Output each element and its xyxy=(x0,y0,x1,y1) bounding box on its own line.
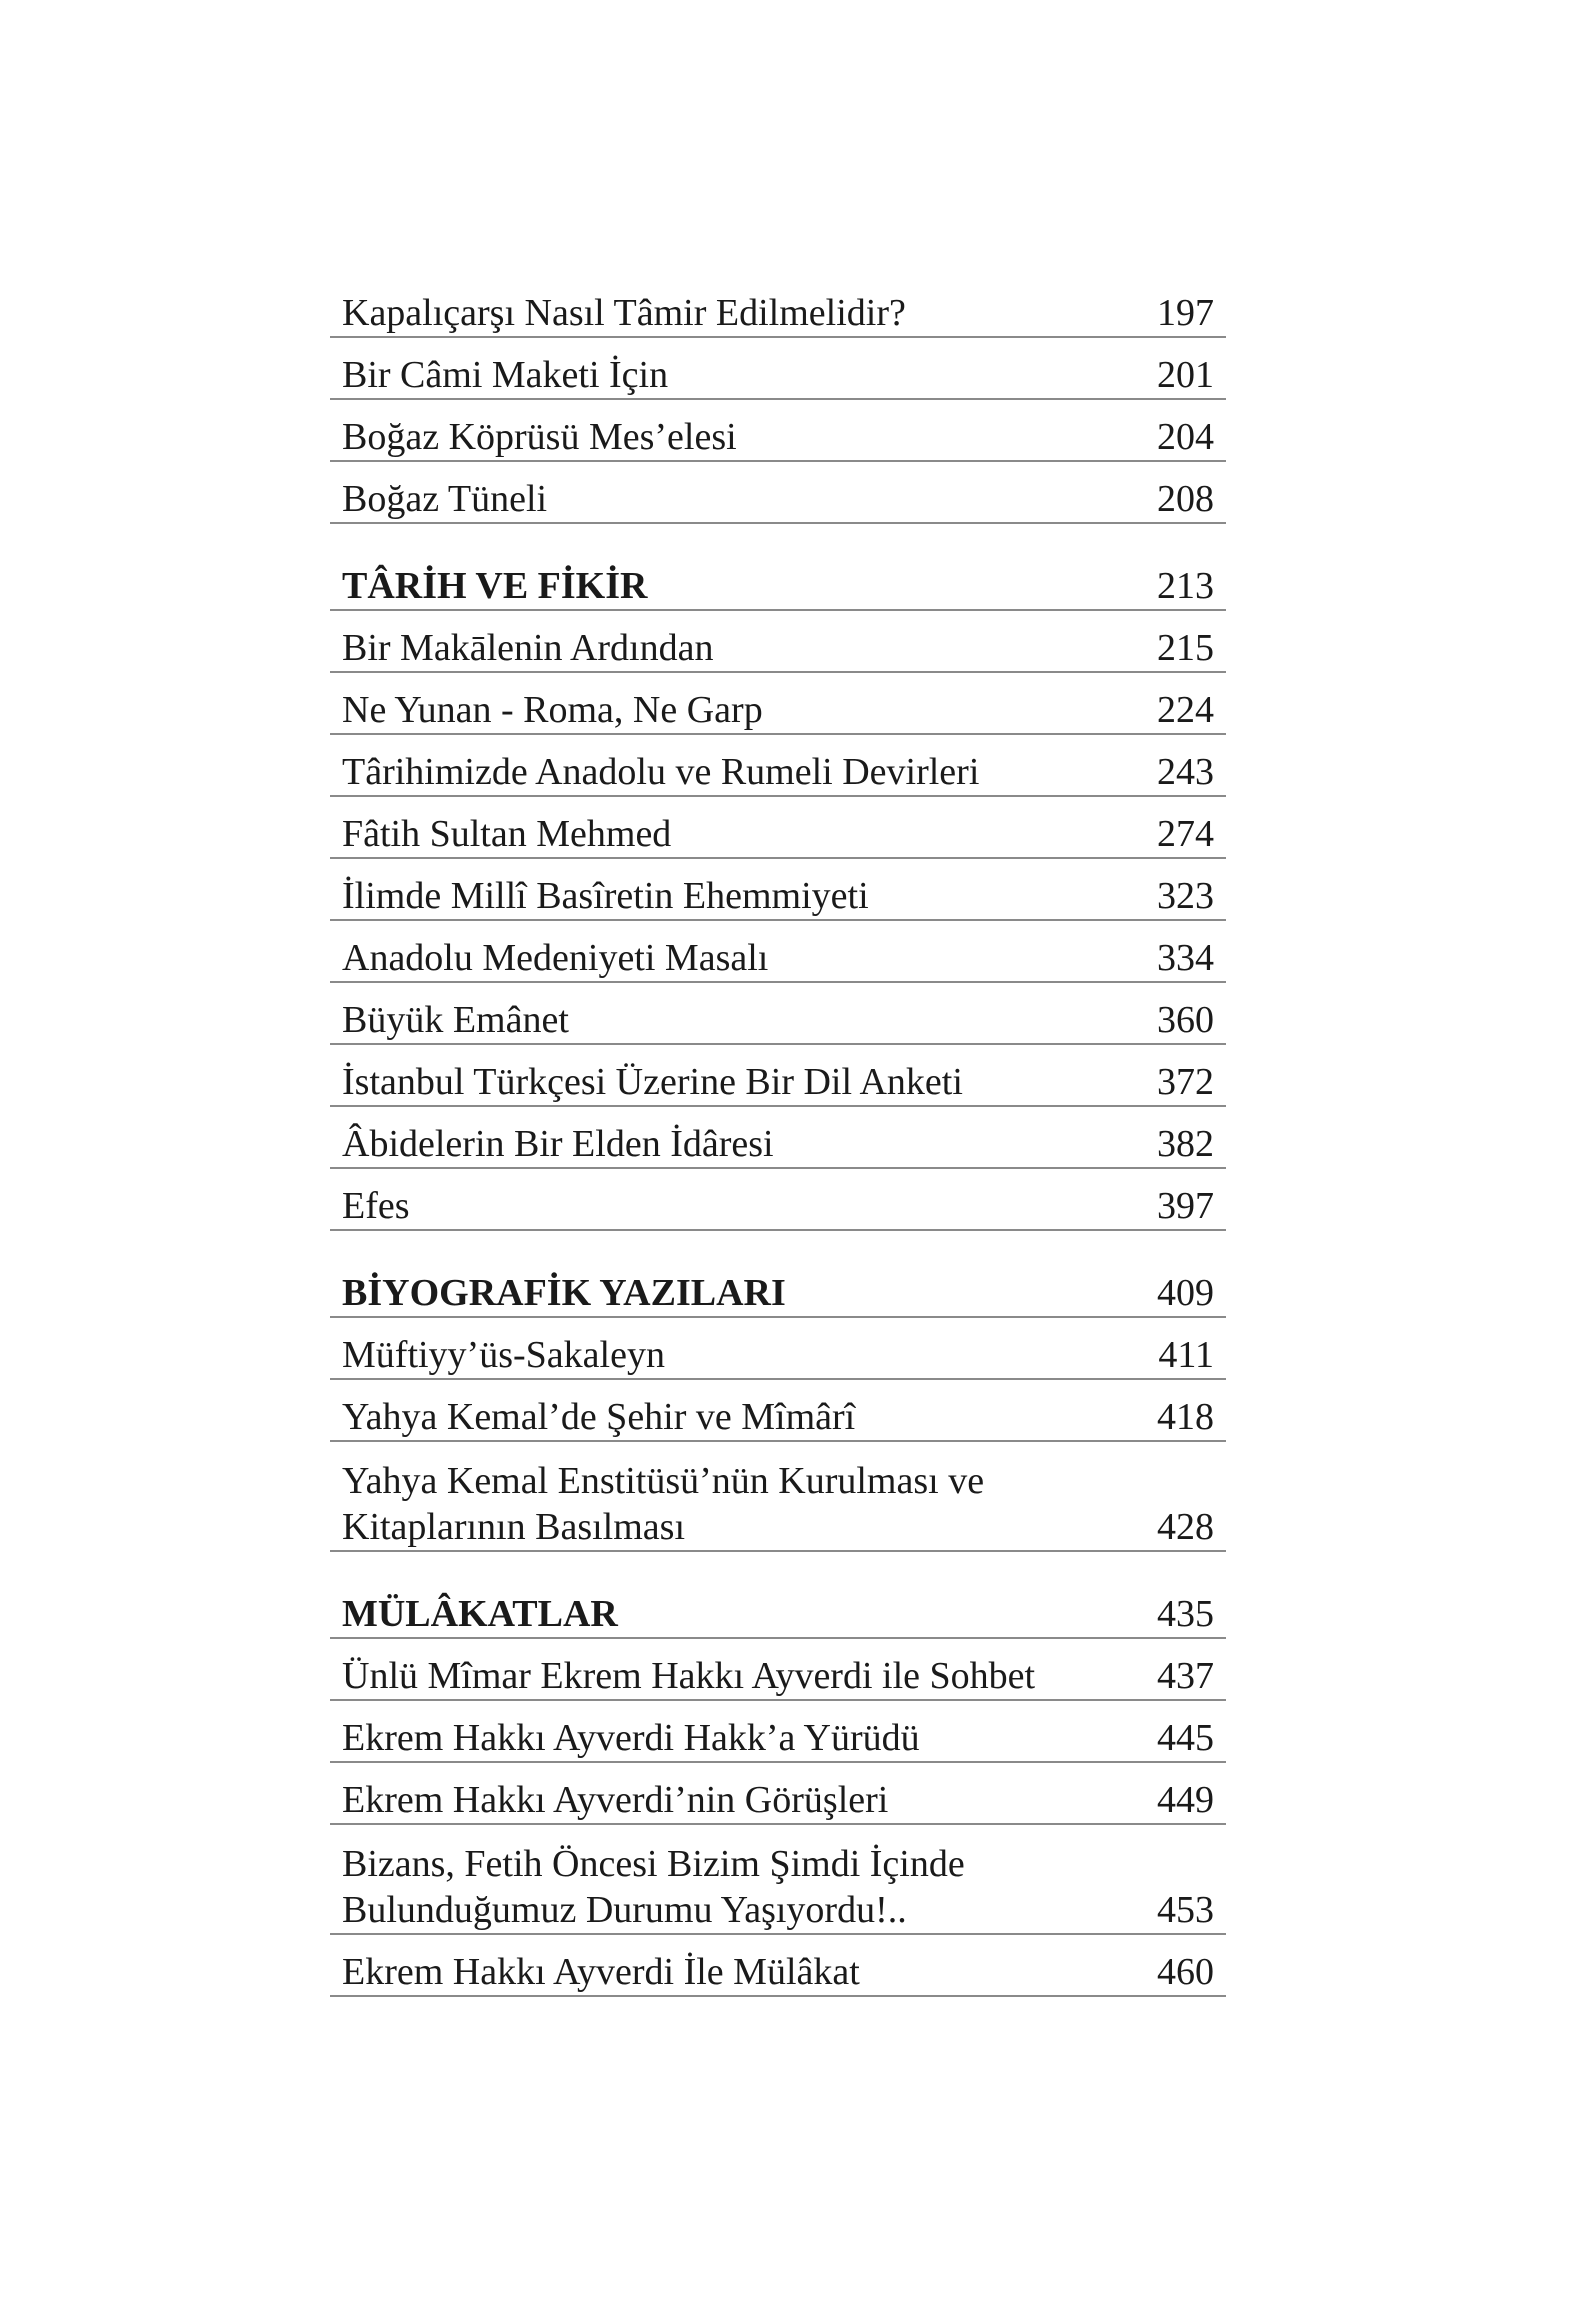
toc-entry xyxy=(330,282,1226,338)
toc-entry-title: Yahya Kemal’de Şehir ve Mîmârî xyxy=(342,1396,856,1438)
toc-entry-page: 453 xyxy=(1157,1889,1214,1931)
toc-entry-title: Târihimizde Anadolu ve Rumeli Devirleri xyxy=(342,751,980,793)
table-of-contents xyxy=(330,282,1226,2003)
toc-entry xyxy=(330,1941,1226,1997)
toc-entry xyxy=(330,1769,1226,1825)
toc-entry-page: 411 xyxy=(1158,1334,1214,1376)
toc-entry-title: Anadolu Medeniyeti Masalı xyxy=(342,937,769,979)
toc-entry xyxy=(330,1707,1226,1763)
toc-entry xyxy=(330,1324,1226,1380)
toc-entry xyxy=(330,1113,1226,1169)
toc-entry-page: 201 xyxy=(1157,354,1214,396)
toc-entry xyxy=(330,1175,1226,1231)
toc-entry-page: 445 xyxy=(1157,1717,1214,1759)
toc-entry xyxy=(330,406,1226,462)
toc-section-heading xyxy=(330,555,1226,611)
toc-section-heading xyxy=(330,1583,1226,1639)
toc-entry-title: İlimde Millî Basîretin Ehemmiyeti xyxy=(342,875,869,917)
toc-entry-title: Boğaz Köprüsü Mes’elesi xyxy=(342,416,737,458)
toc-entry-page: 208 xyxy=(1157,478,1214,520)
toc-entry xyxy=(330,1448,1226,1552)
toc-section-title: MÜLÂKATLAR xyxy=(342,1593,618,1635)
toc-entry-page: 437 xyxy=(1157,1655,1214,1697)
toc-entry-title: Yahya Kemal Enstitüsü’nün Kurulması ve Kitaplarının Basılması xyxy=(342,1460,985,1548)
toc-section-page: 213 xyxy=(1157,565,1214,607)
toc-entry-page: 460 xyxy=(1157,1951,1214,1993)
toc-entry-title: Boğaz Tüneli xyxy=(342,478,548,520)
toc-entry xyxy=(330,1645,1226,1701)
toc-entry-title: Kapalıçarşı Nasıl Tâmir Edilmelidir? xyxy=(342,292,906,334)
toc-section-heading xyxy=(330,1262,1226,1318)
toc-entry-title: Ekrem Hakkı Ayverdi Hakk’a Yürüdü xyxy=(342,1717,920,1759)
toc-entry xyxy=(330,1051,1226,1107)
toc-entry xyxy=(330,989,1226,1045)
toc-entry-page: 274 xyxy=(1157,813,1214,855)
toc-entry-title: Büyük Emânet xyxy=(342,999,569,1041)
toc-section-title: BİYOGRAFİK YAZILARI xyxy=(342,1272,786,1314)
toc-entry-title: Efes xyxy=(342,1185,410,1227)
toc-entry-page: 360 xyxy=(1157,999,1214,1041)
toc-entry xyxy=(330,617,1226,673)
toc-entry-page: 397 xyxy=(1157,1185,1214,1227)
toc-entry-page: 215 xyxy=(1157,627,1214,669)
toc-section-page: 435 xyxy=(1157,1593,1214,1635)
toc-entry-page: 418 xyxy=(1157,1396,1214,1438)
toc-entry-title: Bir Câmi Maketi İçin xyxy=(342,354,669,396)
toc-entry-page: 372 xyxy=(1157,1061,1214,1103)
toc-entry-title: Bizans, Fetih Öncesi Bizim Şimdi İçinde Bulunduğumuz Durumu Yaşıyordu!.. xyxy=(342,1843,965,1931)
toc-entry xyxy=(330,927,1226,983)
toc-entry-page: 243 xyxy=(1157,751,1214,793)
toc-entry xyxy=(330,865,1226,921)
toc-entry-page: 204 xyxy=(1157,416,1214,458)
toc-entry-title: Ekrem Hakkı Ayverdi’nin Görüşleri xyxy=(342,1779,889,1821)
toc-entry xyxy=(330,741,1226,797)
toc-entry-page: 224 xyxy=(1157,689,1214,731)
toc-entry xyxy=(330,679,1226,735)
toc-entry-title: İstanbul Türkçesi Üzerine Bir Dil Anketi xyxy=(342,1061,963,1103)
toc-entry xyxy=(330,803,1226,859)
toc-entry-page: 334 xyxy=(1157,937,1214,979)
toc-entry-page: 382 xyxy=(1157,1123,1214,1165)
toc-entry xyxy=(330,468,1226,524)
toc-entry-page: 197 xyxy=(1157,292,1214,334)
toc-entry-title: Ne Yunan - Roma, Ne Garp xyxy=(342,689,763,731)
toc-entry-title: Bir Makālenin Ardından xyxy=(342,627,714,669)
toc-entry-title: Ekrem Hakkı Ayverdi İle Mülâkat xyxy=(342,1951,860,1993)
toc-section-title: TÂRİH VE FİKİR xyxy=(342,565,648,607)
toc-entry-title: Ünlü Mîmar Ekrem Hakkı Ayverdi ile Sohbet xyxy=(342,1655,1036,1697)
toc-entry-title: Müftiyy’üs-Sakaleyn xyxy=(342,1334,665,1376)
toc-entry-page: 428 xyxy=(1157,1506,1214,1548)
toc-entry-page: 449 xyxy=(1157,1779,1214,1821)
toc-entry-title: Âbidelerin Bir Elden İdâresi xyxy=(342,1123,774,1165)
toc-entry xyxy=(330,1386,1226,1442)
toc-entry-title: Fâtih Sultan Mehmed xyxy=(342,813,672,855)
toc-entry xyxy=(330,1831,1226,1935)
toc-entry-page: 323 xyxy=(1157,875,1214,917)
toc-section-page: 409 xyxy=(1157,1272,1214,1314)
toc-entry xyxy=(330,344,1226,400)
